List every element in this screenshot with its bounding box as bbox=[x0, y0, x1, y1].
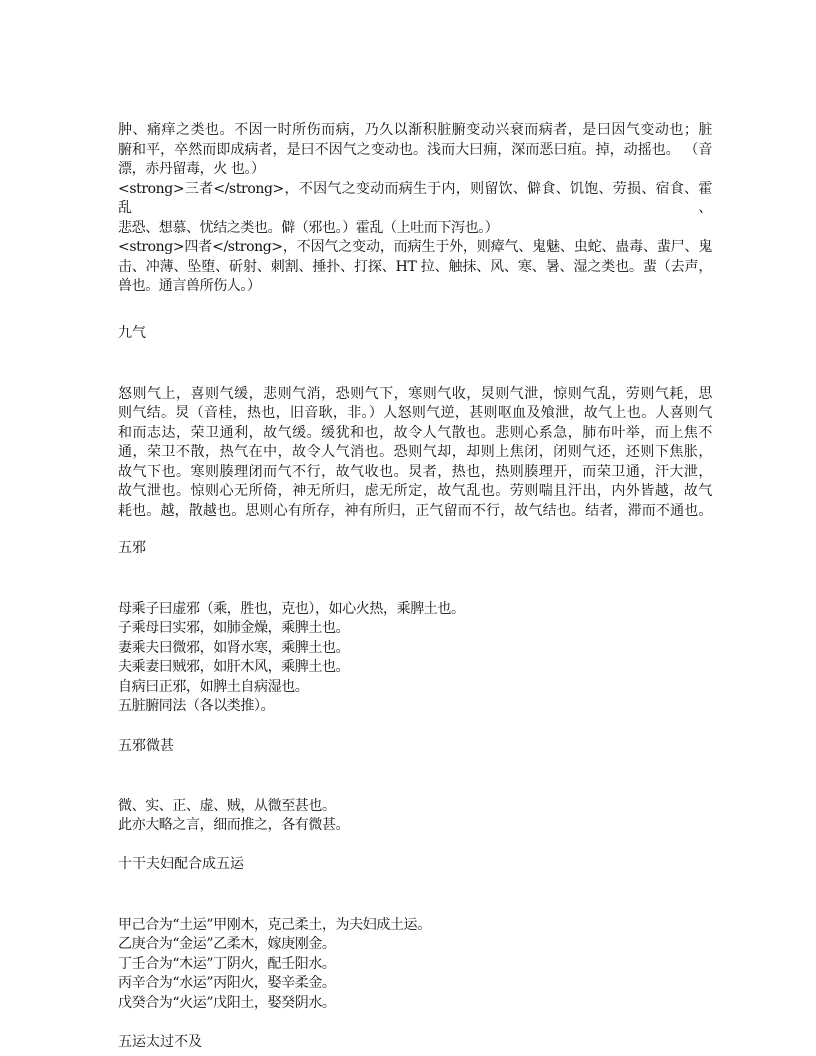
text-line: 故气下也。寒则腠理闭而气不行，故气收也。炅者，热也，热则腠理开，而荣卫通，汗大泄， bbox=[118, 463, 712, 480]
section-jiu-qi bbox=[118, 324, 712, 344]
section-wu-xie bbox=[118, 539, 712, 559]
section-shi-gan bbox=[118, 855, 712, 875]
text-line: 击、冲薄、坠堕、斫射、刺割、捶扑、打探、HT 拉、触抹、风、寒、暑、湿之类也。蜚（去声， bbox=[118, 258, 712, 275]
text-line: 甲己合为“土运”甲刚木，克己柔土，为夫妇成土运。 bbox=[118, 916, 431, 933]
section-shi-gan-body bbox=[118, 916, 712, 1014]
text-line: 兽也。通言兽所伤人。） bbox=[118, 278, 261, 294]
section-heading: 十干夫妇配合成五运 bbox=[118, 855, 244, 872]
text-line: 此亦大略之言，细而推之，各有微甚。 bbox=[118, 817, 350, 833]
section-wu-xie-body bbox=[118, 600, 712, 717]
text-line: 耗也。越，散越也。思则心有所存，神有所归，正气留而不行，故气结也。结者，滞而不通也。 bbox=[118, 502, 712, 519]
text-line: 妻乘夫曰微邪，如肾水寒，乘脾土也。 bbox=[118, 639, 350, 656]
text-line: 夫乘妻曰贼邪，如肝木风，乘脾土也。 bbox=[118, 659, 350, 675]
text-line: 漂，赤丹留毒，火 也。） bbox=[118, 161, 265, 177]
text-line: 通，荣卫不散，热气在中，故令人气消也。恐则气却，却则上焦闭，闭则气还，还则下焦胀， bbox=[118, 444, 712, 460]
section-wu-yun bbox=[118, 1033, 712, 1053]
text-line: 肿、痛痒之类也。不因一时所伤而病，乃久以渐积脏腑变动兴衰而病者，是曰因气变动也；脏 bbox=[118, 122, 712, 138]
text-line: 故气泄也。惊则心无所倚，神无所归，虑无所定，故气乱也。劳则喘且汗出，内外皆越，故气 bbox=[118, 483, 712, 499]
text-line: 自病曰正邪，如脾土自病湿也。 bbox=[118, 678, 309, 695]
text-line: 则气结。炅（音桂，热也，旧音耿，非。）人怒则气逆，甚则呕血及飧泄，故气上也。人喜则气 bbox=[118, 405, 712, 421]
section-heading: 五邪微甚 bbox=[118, 737, 174, 754]
section-heading: 五运太过不及 bbox=[118, 1033, 202, 1050]
text-line: 丁壬合为“木运”丁阴火，配壬阳水。 bbox=[118, 955, 336, 972]
intro-paragraph bbox=[118, 121, 712, 297]
text-line: 腑和平，卒然而即成病者，是曰不因气之变动也。浅而大曰痈，深而恶曰疽。掉，动摇也。 （音 bbox=[118, 141, 712, 158]
text-line: <strong>四者</strong>，不因气之变动，而病生于外，则瘴气、鬼魅、虫蛇、蛊毒、蜚尸、鬼 bbox=[118, 239, 712, 255]
section-jiu-qi-body bbox=[118, 385, 712, 522]
section-heading: 五邪 bbox=[118, 539, 146, 556]
text-line: 子乘母曰实邪，如肺金燥，乘脾土也。 bbox=[118, 620, 350, 636]
text-line: 五脏腑同法（各以类推）。 bbox=[118, 698, 275, 714]
section-wu-xie-wei-shen-body bbox=[118, 797, 712, 836]
text-line: 戊癸合为“火运”戊阳土，娶癸阴水。 bbox=[118, 994, 336, 1011]
text-line: 怒则气上，喜则气缓，悲则气消，恐则气下，寒则气收，炅则气泄，惊则气乱，劳则气耗，思 bbox=[118, 385, 712, 402]
text-line: 丙辛合为“水运”丙阳火，娶辛柔金。 bbox=[118, 975, 336, 991]
text-line: <strong>三者</strong>，不因气之变动而病生于内，则留饮、僻食、饥饱、劳损、宿食、霍乱、 bbox=[118, 180, 712, 216]
section-heading: 九气 bbox=[118, 324, 146, 341]
text-line: 乙庚合为“金运”乙柔木，嫁庚刚金。 bbox=[118, 936, 336, 952]
text-line: 悲恐、想慕、忧结之类也。僻（邪也。）霍乱（上吐而下泻也。） bbox=[118, 219, 499, 236]
text-line: 微、实、正、虚、贼，从微至甚也。 bbox=[118, 797, 336, 814]
section-wu-xie-wei-shen bbox=[118, 737, 712, 757]
text-line: 和而志达，荣卫通利，故气缓。缓犹和也，故令人气散也。悲则心系急，肺布叶举，而上焦不 bbox=[118, 424, 712, 441]
text-line: 母乘子曰虚邪（乘，胜也，克也），如心火热，乘脾土也。 bbox=[118, 600, 465, 617]
